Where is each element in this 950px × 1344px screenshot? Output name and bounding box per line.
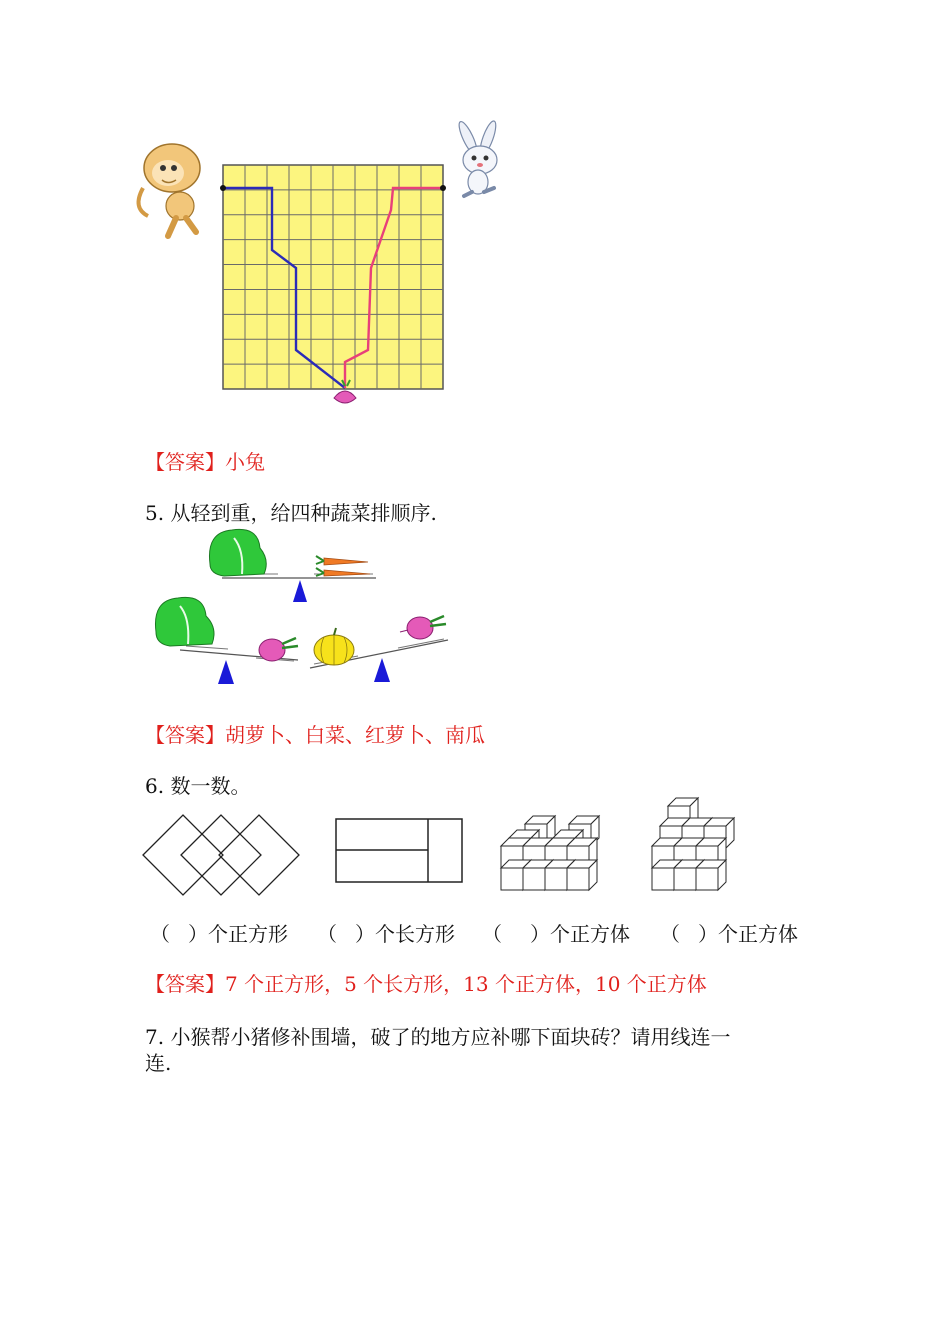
- blank-unit: 个正方体: [550, 922, 630, 946]
- open-paren: （: [317, 922, 337, 946]
- balance-2: [155, 597, 298, 684]
- answer-tag: 【答案】: [145, 450, 225, 474]
- q6-blank-4: [660, 921, 798, 947]
- q4-path-grid-figure: [138, 118, 518, 418]
- q6-question: 6. 数一数。: [145, 774, 251, 798]
- open-paren: （: [150, 922, 170, 946]
- close-paren: ）: [355, 922, 375, 946]
- balance-1: [209, 529, 376, 602]
- grid: [223, 165, 443, 389]
- rabbit-icon: [456, 119, 499, 196]
- close-paren: ）: [188, 922, 208, 946]
- q6-cubes-figure-b: [650, 802, 745, 894]
- q5-answer: [145, 722, 485, 748]
- q6-diamonds-figure: [143, 812, 303, 898]
- close-paren: ）: [530, 922, 550, 946]
- blank-unit: 个正方体: [718, 922, 798, 946]
- q6-cubes-figure-a: [500, 816, 605, 894]
- q6-blank-3: [482, 921, 630, 947]
- carrot-icon: [316, 556, 370, 576]
- radish-icon: [259, 638, 298, 661]
- close-paren: ）: [698, 922, 718, 946]
- radish-icon: [400, 616, 446, 639]
- q6-blank-1: [150, 921, 288, 947]
- blank-unit: 个长方形: [375, 922, 455, 946]
- q5-balance-figure: [148, 520, 528, 690]
- blank-unit: 个正方形: [208, 922, 288, 946]
- q6-blank-2: [317, 921, 455, 947]
- cabbage-icon: [155, 597, 214, 646]
- q6-rectangles-figure: [335, 818, 465, 884]
- answer-text: 小兔: [225, 450, 265, 474]
- balance-3: [310, 616, 448, 682]
- q5-question: 5. 从轻到重，给四种蔬菜排顺序.: [145, 501, 437, 525]
- q7-question-line-2: 连.: [145, 1051, 172, 1075]
- q6-answer: [145, 971, 707, 997]
- open-paren: （: [482, 922, 502, 946]
- open-paren: （: [660, 922, 680, 946]
- answer-tag: 【答案】: [145, 972, 225, 996]
- pumpkin-icon: [314, 628, 354, 665]
- cabbage-icon: [209, 529, 266, 576]
- q4-answer: [145, 449, 265, 475]
- answer-tag: 【答案】: [145, 723, 225, 747]
- q7-question-line-1: 7. 小猴帮小猪修补围墙，破了的地方应补哪下面块砖？请用线连一: [145, 1025, 731, 1049]
- answer-text: 7 个正方形，5 个长方形，13 个正方体，10 个正方体: [225, 972, 707, 996]
- monkey-icon: [139, 144, 200, 236]
- answer-text: 胡萝卜、白菜、红萝卜、南瓜: [225, 723, 485, 747]
